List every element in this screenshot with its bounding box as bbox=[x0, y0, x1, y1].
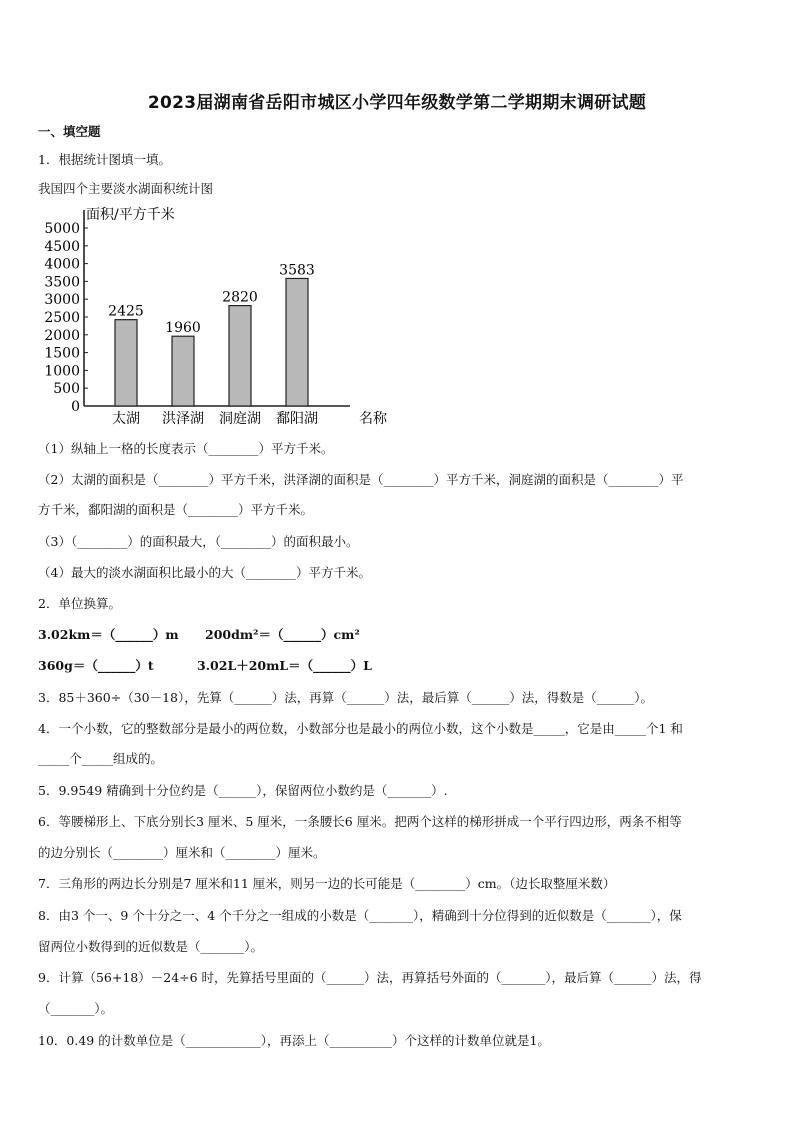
y-tick-label: 1500 bbox=[44, 345, 80, 362]
bar-1 bbox=[115, 320, 137, 406]
y-tick-label: 2500 bbox=[44, 310, 80, 326]
bar-value-label: 1960 bbox=[165, 320, 201, 337]
y-tick-label: 3500 bbox=[44, 274, 80, 291]
category-label: 太湖 bbox=[112, 411, 140, 427]
bar-2 bbox=[172, 336, 194, 406]
question-1-sub-4: （4）最大的淡水湖面积比最小的大（________）平方千米。 bbox=[38, 565, 371, 580]
chart-caption: 我国四个主要淡水湖面积统计图 bbox=[38, 181, 214, 196]
bar-value-label: 3583 bbox=[279, 262, 315, 279]
question-1-sub-1: （1）纵轴上一格的长度表示（________）平方千米。 bbox=[38, 441, 334, 456]
y-tick-label: 2000 bbox=[44, 327, 80, 344]
question-8-line-2: 留两位小数得到的近似数是（_______）。 bbox=[38, 939, 264, 954]
question-2-row-2b: 3.02L＋20mL＝（______）L bbox=[197, 658, 372, 673]
y-tick-label: 500 bbox=[53, 381, 80, 398]
bar-4 bbox=[286, 278, 308, 406]
question-9-line-1: 9．计算（56+18）－24÷6 时，先算括号里面的（______）法，再算括号外面的（_______），最后算（______）法，得 bbox=[38, 970, 702, 985]
section-heading: 一、填空题 bbox=[38, 124, 101, 139]
question-4-line-1: 4．一个小数，它的整数部分是最小的两位数，小数部分也是最小的两位小数，这个小数是_____，它是由_____个1 和 bbox=[38, 721, 683, 736]
lake-area-bar-chart bbox=[40, 200, 400, 430]
question-7: 7．三角形的两边长分别是7 厘米和11 厘米，则另一边的长可能是（________）cm。（边长取整厘米数） bbox=[38, 876, 616, 891]
y-tick-label: 4000 bbox=[44, 256, 80, 273]
x-axis-label: 名称 bbox=[359, 411, 387, 427]
question-1-stem: 1．根据统计图填一填。 bbox=[38, 152, 171, 167]
question-6-line-1: 6．等腰梯形上、下底分别长3 厘米、5 厘米，一条腰长6 厘米。把两个这样的梯形拼成一个平行四边形，两条不相等 bbox=[38, 814, 682, 829]
question-4-line-2: _____个_____组成的。 bbox=[38, 751, 164, 766]
y-tick-label: 4500 bbox=[44, 238, 80, 255]
y-tick-label: 1000 bbox=[44, 363, 80, 380]
question-6-line-2: 的边分别长（________）厘米和（________）厘米。 bbox=[38, 845, 326, 860]
y-axis-label: 面积/平方千米 bbox=[86, 207, 175, 223]
bar-chart-svg bbox=[40, 200, 400, 430]
question-2-row-1a: 3.02km＝（______）m bbox=[38, 627, 179, 642]
question-1-sub-2-line-2: 方千米，鄱阳湖的面积是（________）平方千米。 bbox=[38, 502, 314, 517]
question-3: 3．85＋360÷（30－18），先算（______）法，再算（______）法，最后算（______）法，得数是（______）。 bbox=[38, 690, 654, 705]
question-2-row-1b: 200dm²＝（______）cm² bbox=[205, 627, 360, 642]
question-5: 5．9.9549 精确到十分位约是（______），保留两位小数约是（_______）. bbox=[38, 783, 448, 798]
bar-3 bbox=[229, 306, 251, 406]
y-tick-label: 5000 bbox=[44, 221, 80, 237]
category-label: 洪泽湖 bbox=[162, 411, 204, 427]
category-label: 鄱阳湖 bbox=[276, 411, 318, 427]
question-1-sub-3: （3）（________）的面积最大，（________）的面积最小。 bbox=[38, 534, 359, 549]
y-tick-label: 0 bbox=[71, 399, 80, 415]
bar-value-label: 2425 bbox=[108, 303, 144, 320]
y-tick-label: 3000 bbox=[44, 292, 80, 309]
question-9-line-2: （_______）。 bbox=[38, 1001, 114, 1016]
bar-value-label: 2820 bbox=[222, 289, 258, 306]
question-2-stem: 2．单位换算。 bbox=[38, 596, 121, 611]
page-title: 2023届湖南省岳阳市城区小学四年级数学第二学期期末调研试题 bbox=[147, 93, 647, 113]
question-8-line-1: 8．由3 个一、9 个十分之一、4 个千分之一组成的小数是（_______），精确到十分位得到的近似数是（_______），保 bbox=[38, 908, 682, 923]
question-1-sub-2-line-1: （2）太湖的面积是（________）平方千米，洪泽湖的面积是（________）平方千米，洞庭湖的面积是（________）平 bbox=[38, 472, 684, 487]
question-2-row-2a: 360g＝（______）t bbox=[38, 658, 154, 673]
question-10: 10．0.49 的计数单位是（____________），再添上（__________）个这样的计数单位就是1。 bbox=[38, 1033, 550, 1048]
category-label: 洞庭湖 bbox=[219, 411, 261, 427]
